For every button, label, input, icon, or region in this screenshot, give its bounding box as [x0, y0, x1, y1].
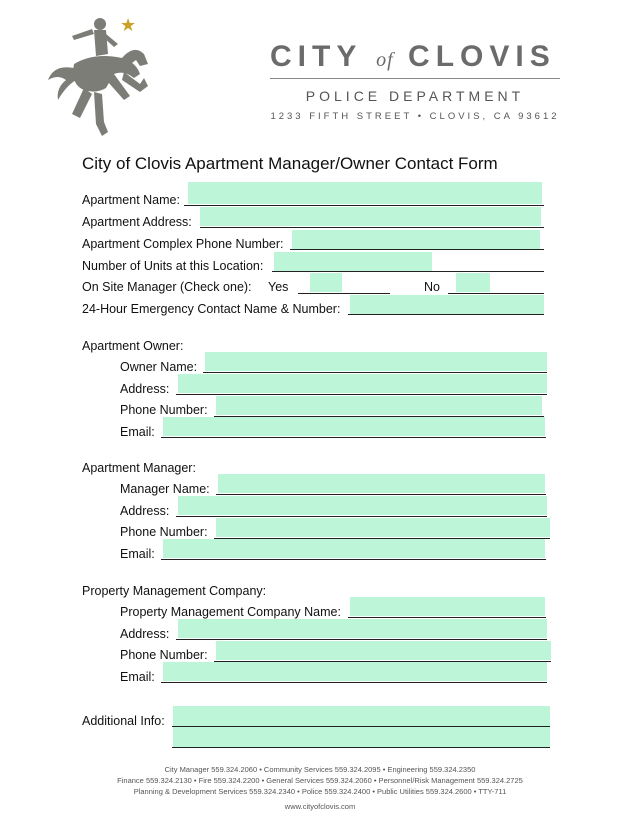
emergency-contact-underline — [348, 314, 544, 315]
apartment-name-label: Apartment Name: — [82, 193, 180, 207]
on-site-manager-label: On Site Manager (Check one): — [82, 280, 252, 294]
owner-name-underline — [203, 372, 547, 373]
owner-address-underline — [176, 394, 547, 395]
footer-line-1: City Manager 559.324.2060 • Community Services 559.324.2095 • Engineering 559.324.2350 — [164, 765, 476, 774]
owner-phone-field[interactable] — [216, 396, 542, 415]
no-label: No — [424, 280, 440, 294]
additional-info-underline-2 — [172, 747, 550, 748]
manager-name-field[interactable] — [218, 474, 545, 493]
manager-section-heading: Apartment Manager: — [82, 461, 196, 475]
no-checkbox[interactable] — [456, 273, 490, 292]
department-name: POLICE DEPARTMENT — [305, 88, 525, 104]
no-underline — [448, 293, 544, 294]
city-name: CITY of CLOVIS — [270, 40, 556, 73]
manager-email-underline — [161, 559, 546, 560]
emergency-contact-field[interactable] — [350, 295, 544, 314]
owner-email-label: Email: — [120, 425, 155, 439]
footer-line-2: Finance 559.324.2130 • Fire 559.324.2200 • General Services 559.324.2060 • Personnel/Risk Management 559.324.2725 — [117, 776, 523, 785]
yes-label: Yes — [268, 280, 289, 294]
manager-email-label: Email: — [120, 547, 155, 561]
bucking-bronco-logo — [44, 14, 154, 144]
pm-phone-field[interactable] — [216, 641, 551, 660]
owner-phone-label: Phone Number: — [120, 403, 208, 417]
owner-name-field[interactable] — [205, 352, 547, 371]
owner-address-field[interactable] — [178, 374, 547, 393]
manager-phone-field[interactable] — [216, 518, 550, 537]
manager-address-underline — [176, 516, 547, 517]
pm-name-label: Property Management Company Name: — [120, 605, 341, 619]
apartment-address-underline — [200, 227, 544, 228]
star-icon: ★ — [120, 15, 137, 35]
pm-section-heading: Property Management Company: — [82, 584, 267, 598]
manager-email-field[interactable] — [163, 539, 545, 558]
pm-address-label: Address: — [120, 627, 170, 641]
apartment-name-underline — [184, 205, 544, 206]
complex-phone-label: Apartment Complex Phone Number: — [82, 237, 284, 251]
yes-checkbox[interactable] — [310, 273, 342, 292]
complex-phone-field[interactable] — [292, 230, 540, 249]
units-field[interactable] — [274, 252, 432, 271]
header-divider — [270, 78, 560, 79]
pm-email-label: Email: — [120, 670, 155, 684]
additional-info-underline-1 — [172, 726, 550, 727]
apartment-name-field[interactable] — [188, 182, 542, 204]
manager-name-label: Manager Name: — [120, 482, 210, 496]
pm-name-underline — [348, 617, 546, 618]
pm-email-field[interactable] — [163, 662, 547, 681]
owner-address-label: Address: — [120, 382, 170, 396]
owner-section-heading: Apartment Owner: — [82, 339, 184, 353]
yes-underline — [298, 293, 390, 294]
department-address: 1233 FIFTH STREET • CLOVIS, CA 93612 — [270, 111, 560, 122]
apartment-address-field[interactable] — [200, 207, 541, 226]
pm-email-underline — [161, 682, 547, 683]
form-title: City of Clovis Apartment Manager/Owner Contact Form — [82, 154, 498, 173]
pm-address-field[interactable] — [178, 619, 547, 638]
owner-email-field[interactable] — [163, 417, 545, 436]
manager-address-label: Address: — [120, 504, 170, 518]
footer-website[interactable]: www.cityofclovis.com — [284, 802, 356, 811]
manager-phone-label: Phone Number: — [120, 525, 208, 539]
owner-name-label: Owner Name: — [120, 360, 198, 374]
manager-name-underline — [216, 494, 546, 495]
units-label: Number of Units at this Location: — [82, 259, 264, 273]
additional-info-label: Additional Info: — [82, 714, 165, 728]
complex-phone-underline — [290, 249, 544, 250]
pm-phone-label: Phone Number: — [120, 648, 208, 662]
pm-address-underline — [176, 639, 547, 640]
footer-line-3: Planning & Development Services 559.324.2340 • Police 559.324.2400 • Public Utilities 559.324.2600 • TTY-711 — [133, 787, 507, 796]
owner-email-underline — [161, 437, 546, 438]
manager-address-field[interactable] — [178, 496, 547, 515]
units-underline — [272, 271, 544, 272]
pm-name-field[interactable] — [350, 597, 545, 616]
emergency-contact-label: 24-Hour Emergency Contact Name & Number: — [82, 302, 341, 316]
apartment-address-label: Apartment Address: — [82, 215, 192, 229]
